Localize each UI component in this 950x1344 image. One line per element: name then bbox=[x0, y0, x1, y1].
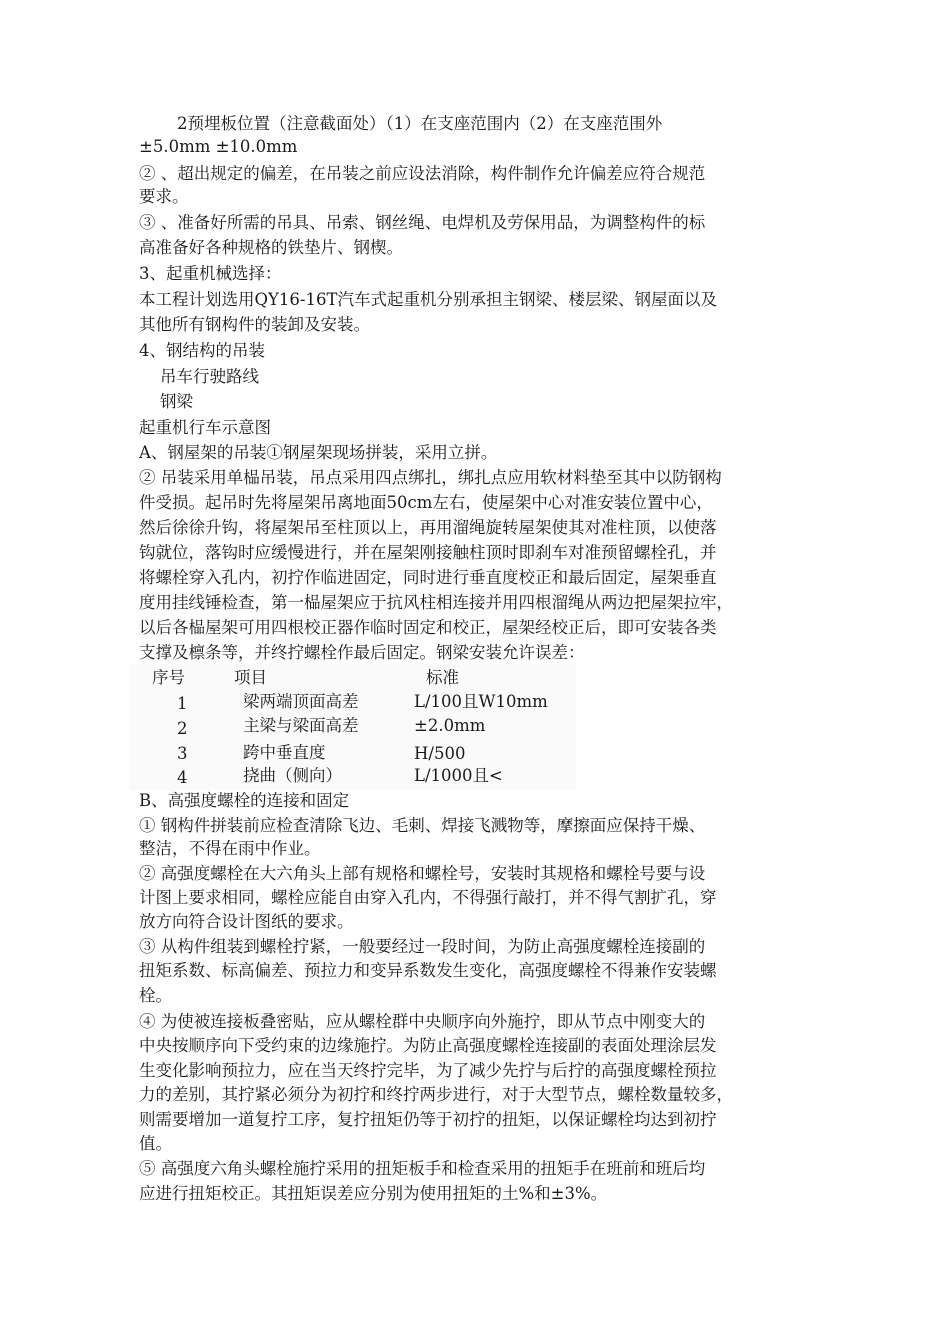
subsection-heading: B、高强度螺栓的连接和固定 bbox=[139, 791, 350, 810]
text-line: 件受损。起吊时先将屋架吊离地面50cm左右，使屋架中心对准安装位置中心， bbox=[139, 493, 713, 512]
table-cell: 4 bbox=[177, 768, 188, 787]
section-heading: 3、起重机械选择： bbox=[139, 264, 282, 283]
text-line: 计图上要求相同，螺栓应能自由穿入孔内，不得强行敲打，并不得气割扩孔，穿 bbox=[139, 888, 717, 907]
text-line: 支撑及檩条等，并终拧螺栓作最后固定。钢梁安装允许误差： bbox=[139, 643, 585, 662]
table-cell: L/100且W10mm bbox=[414, 692, 548, 711]
text-line: 度用挂线锤检查，第一榀屋架应于抗风柱相连接并用四根溜绳从两边把屋架拉牢， bbox=[139, 593, 733, 612]
table-header: 项目 bbox=[234, 668, 267, 687]
subsection-heading: A、钢屋架的吊装①钢屋架现场拼装，采用立拼。 bbox=[139, 443, 498, 462]
text-line: 整洁，不得在雨中作业。 bbox=[139, 839, 321, 858]
table-cell: L/1000且< bbox=[414, 766, 503, 785]
table-header: 标准 bbox=[426, 668, 459, 687]
text-line: 以后各榀屋架可用四根校正器作临时固定和校正，屋架经校正后，即可安装各类 bbox=[139, 618, 717, 637]
figure-caption: 起重机行车示意图 bbox=[139, 418, 271, 437]
text-line: 本工程计划选用QY16-16T汽车式起重机分别承担主钢梁、楼层梁、钢屋面以及 bbox=[139, 290, 717, 309]
table-cell: 2 bbox=[177, 719, 188, 738]
text-line: ② 、超出规定的偏差，在吊装之前应设法消除，构件制作允许偏差应符合规范 bbox=[139, 164, 706, 183]
text-line: 放方向符合设计图纸的要求。 bbox=[139, 912, 354, 931]
text-line: 高准备好各种规格的铁垫片、钢楔。 bbox=[139, 238, 403, 257]
text-line: 则需要增加一道复拧工序，复拧扭矩仍等于初拧的扭矩，以保证螺栓均达到初拧 bbox=[139, 1110, 717, 1129]
text-line: ±5.0mm ±10.0mm bbox=[139, 137, 298, 156]
text-line: 将螺栓穿入孔内，初拧作临进固定，同时进行垂直度校正和最后固定，屋架垂直 bbox=[139, 568, 717, 587]
figure-label: 钢梁 bbox=[160, 392, 193, 411]
table-cell: 梁两端顶面高差 bbox=[243, 692, 359, 711]
table-header: 序号 bbox=[152, 668, 185, 687]
text-line: ② 高强度螺栓在大六角头上部有规格和螺栓号，安装时其规格和螺栓号要与设 bbox=[139, 864, 706, 883]
figure-label: 吊车行驶路线 bbox=[160, 367, 259, 386]
table-cell: H/500 bbox=[414, 744, 466, 763]
text-line: ① 钢构件拼装前应检查清除飞边、毛刺、焊接飞溅物等，摩擦面应保持干燥、 bbox=[139, 816, 706, 835]
text-line: 中央按顺序向下受约束的边缘施拧。为防止高强度螺栓连接副的表面处理涂层发 bbox=[139, 1036, 717, 1055]
text-line: ② 吊装采用单榀吊装，吊点采用四点绑扎，绑扎点应用软材料垫至其中以防钢构 bbox=[139, 468, 722, 487]
text-line: ③ 、准备好所需的吊具、吊索、钢丝绳、电焊机及劳保用品，为调整构件的标 bbox=[139, 213, 706, 232]
text-line: 要求。 bbox=[139, 187, 189, 206]
text-line: 其他所有钢构件的装卸及安装。 bbox=[139, 315, 370, 334]
text-line: ③ 从构件组装到螺栓拧紧，一般要经过一段时间，为防止高强度螺栓连接副的 bbox=[139, 937, 706, 956]
text-line: 栓。 bbox=[139, 986, 172, 1005]
text-line: 应进行扭矩校正。其扭矩误差应分别为使用扭矩的土%和±3%。 bbox=[139, 1184, 608, 1203]
text-line: 值。 bbox=[139, 1134, 172, 1153]
text-line: 2预埋板位置（注意截面处）（1）在支座范围内（2）在支座范围外 bbox=[177, 114, 663, 133]
section-heading: 4、钢结构的吊装 bbox=[139, 341, 265, 360]
table-cell: ±2.0mm bbox=[414, 716, 486, 735]
text-line: ⑤ 高强度六角头螺栓施拧采用的扭矩板手和检查采用的扭矩手在班前和班后均 bbox=[139, 1159, 706, 1178]
table-cell: 跨中垂直度 bbox=[243, 743, 326, 762]
text-line: ④ 为使被连接板叠密贴，应从螺栓群中央顺序向外施拧，即从节点中刚变大的 bbox=[139, 1012, 706, 1031]
tolerance-table bbox=[130, 664, 576, 790]
text-line: 生变化影响预拉力，应在当天终拧完毕，为了减少先拧与后拧的高强度螺栓预拉 bbox=[139, 1061, 717, 1080]
text-line: 力的差别，其拧紧必须分为初拧和终拧两步进行，对于大型节点，螺栓数量较多， bbox=[139, 1085, 733, 1104]
text-line: 扭矩系数、标高偏差、预拉力和变异系数发生变化，高强度螺栓不得兼作安装螺 bbox=[139, 961, 717, 980]
table-cell: 1 bbox=[177, 694, 188, 713]
table-cell: 3 bbox=[177, 744, 188, 763]
table-cell: 主梁与梁面高差 bbox=[243, 716, 359, 735]
text-line: 钩就位，落钩时应缓慢进行，并在屋架刚接触柱顶时即刹车对准预留螺栓孔，并 bbox=[139, 543, 717, 562]
table-cell: 挠曲（侧向） bbox=[243, 766, 342, 785]
text-line: 然后徐徐升钩，将屋架吊至柱顶以上，再用溜绳旋转屋架使其对准柱顶，以使落 bbox=[139, 518, 717, 537]
